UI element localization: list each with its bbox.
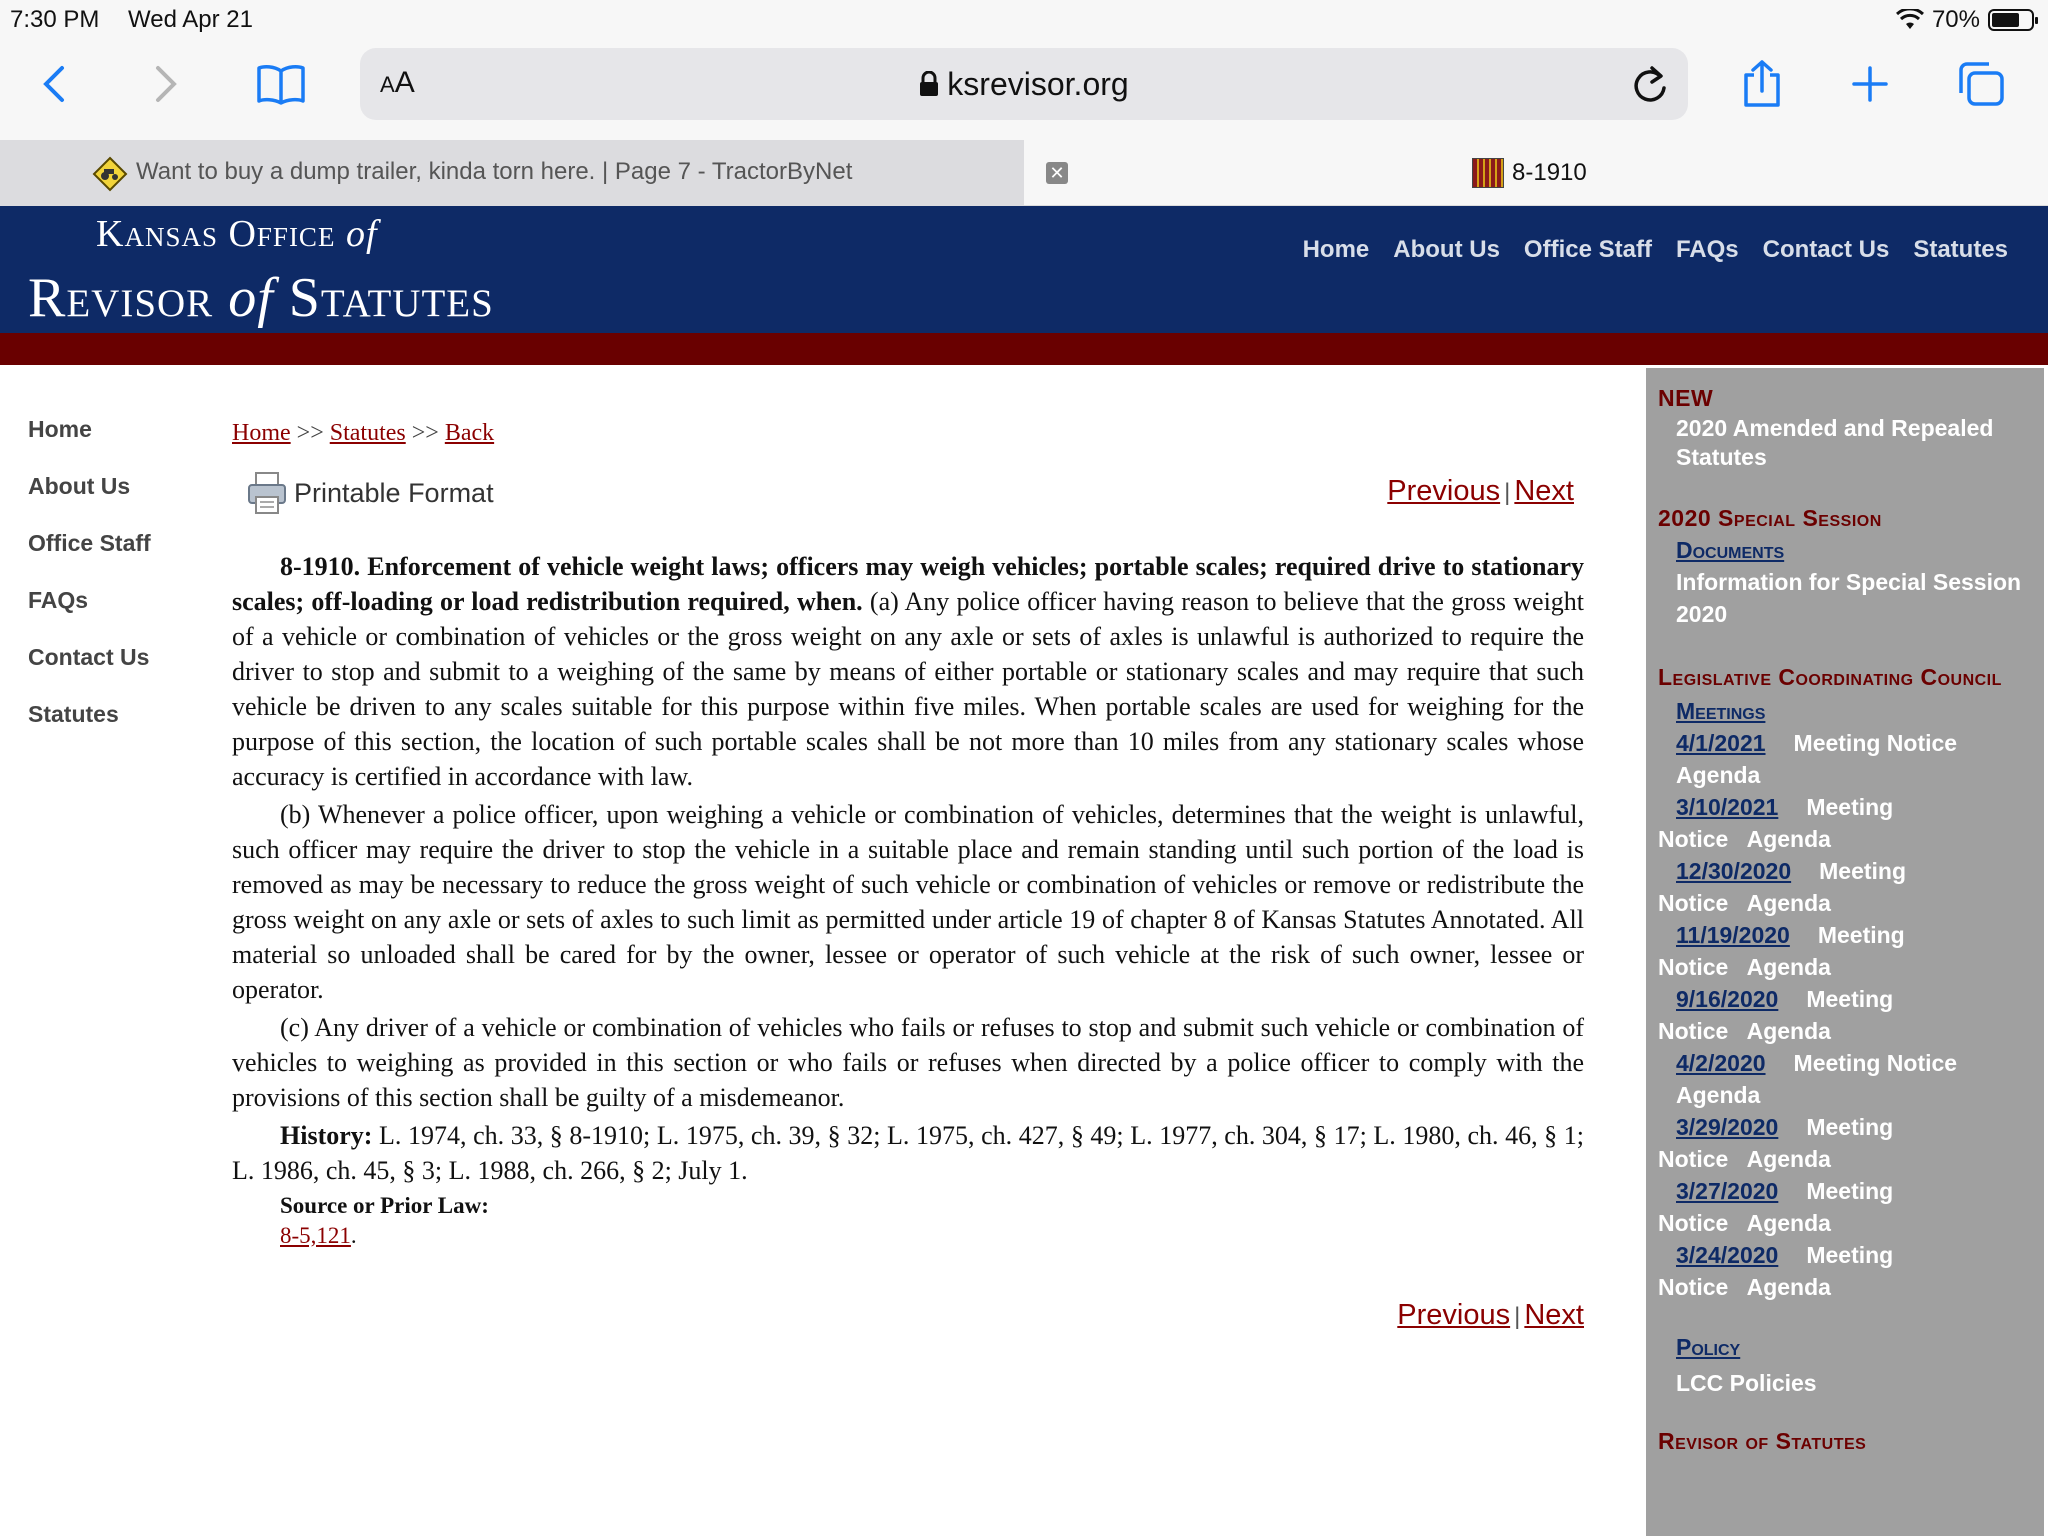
ksrevisor-favicon-icon	[1472, 158, 1504, 188]
tab-8-1910[interactable]	[1472, 158, 1587, 188]
meeting-agenda-link[interactable]: Notice Agenda	[1658, 1018, 1831, 1044]
source-link[interactable]: 8-5,121	[280, 1223, 351, 1248]
meeting-agenda-link[interactable]: Notice Agenda	[1658, 1146, 1831, 1172]
meeting-agenda-link[interactable]: Agenda	[1676, 1082, 1761, 1108]
meeting-date-link[interactable]: 3/27/2020	[1676, 1178, 1779, 1204]
source-label: Source or Prior Law:	[280, 1193, 489, 1218]
status-bar	[0, 0, 2048, 40]
meeting-agenda-link[interactable]: Notice Agenda	[1658, 826, 1831, 852]
meeting-date-link[interactable]: 3/29/2020	[1676, 1114, 1779, 1140]
meeting-date-link[interactable]: 3/10/2021	[1676, 794, 1779, 820]
site-title-line1[interactable]: Kansas Office of	[96, 213, 378, 255]
printer-icon	[246, 471, 288, 515]
special-session-info-link[interactable]: Information for Special Session 2020	[1676, 569, 2022, 627]
top-nav-home[interactable]: Home	[1302, 236, 1370, 263]
statute-paragraph-c: (c) Any driver of a vehicle or combination of vehicles who fails or refuses to stop and submit such vehicle or combination of vehicles to weighing as provided in this section or who fails or refuses when directed by a police officer to comply with the provisions of this section shall be guilty of a misdemeanor.	[232, 1013, 1584, 1112]
breadcrumb: Home >> Statutes >> Back	[232, 420, 495, 446]
pagination-top: Previous | Next	[1387, 475, 1574, 507]
source-prior-law: Source or Prior Law: 8-5,121.	[280, 1193, 489, 1248]
reload-button[interactable]	[1630, 62, 1670, 111]
meeting-agenda-link[interactable]: Notice Agenda	[1658, 1274, 1831, 1300]
meeting-notice-link[interactable]: Meeting	[1806, 1114, 1894, 1140]
battery-percent: 70%	[1931, 6, 1980, 33]
top-nav-statutes[interactable]: Statutes	[1913, 236, 2008, 263]
revisor-heading: Revisor of Statutes	[1658, 1428, 1867, 1454]
chevron-right-icon	[154, 64, 178, 104]
main-content	[232, 420, 1584, 1332]
left-nav	[28, 416, 151, 758]
meeting-notice-link[interactable]: Meeting	[1806, 986, 1894, 1012]
meeting-notice-link[interactable]: Meeting Notice	[1793, 1050, 1958, 1076]
meeting-item	[1658, 1239, 2032, 1303]
breadcrumb-back[interactable]: Back	[444, 420, 495, 446]
next-link[interactable]: Next	[1514, 475, 1574, 507]
tabs-overview-button[interactable]	[1956, 56, 2006, 112]
previous-link[interactable]: Previous	[1397, 1299, 1511, 1331]
policy-heading[interactable]: Policy	[1676, 1334, 1741, 1360]
top-nav	[1303, 236, 2008, 264]
tractor-favicon-icon	[92, 156, 128, 199]
documents-heading[interactable]: Documents	[1676, 537, 1785, 563]
meetings-list	[1658, 727, 2032, 1303]
share-icon	[1742, 59, 1782, 109]
statute-text	[232, 549, 1584, 1188]
status-date: Wed Apr 21	[128, 6, 253, 33]
wifi-icon	[1896, 9, 1924, 31]
meeting-item	[1658, 727, 2032, 791]
left-nav-about-us[interactable]: About Us	[28, 473, 131, 499]
top-nav-about-us[interactable]: About Us	[1393, 236, 1500, 263]
left-nav-faqs[interactable]: FAQs	[28, 587, 89, 613]
meeting-notice-link[interactable]: Meeting	[1806, 1242, 1894, 1268]
meeting-notice-link[interactable]: Meeting	[1819, 858, 1907, 884]
meeting-date-link[interactable]: 4/2/2020	[1676, 1050, 1766, 1076]
statute-history: History: L. 1974, ch. 33, § 8-1910; L. 1975, ch. 39, § 32; L. 1975, ch. 427, § 49; L. 1977, ch. 304, § 17; L. 1980, ch. 46, § 1; L. 1986, ch. 45, § 3; L. 1988, ch. 266, § 2; July 1.	[232, 1121, 1584, 1185]
meeting-date-link[interactable]: 11/19/2020	[1676, 922, 1790, 948]
bookmarks-button[interactable]	[254, 56, 308, 112]
tab-label: Want to buy a dump trailer, kinda torn here. | Page 7 - TractorByNet	[136, 158, 853, 185]
meetings-heading[interactable]: Meetings	[1676, 698, 1766, 724]
top-nav-contact-us[interactable]: Contact Us	[1762, 236, 1890, 263]
meeting-item	[1658, 791, 2032, 855]
reader-settings-button[interactable]: AA	[380, 66, 415, 99]
meeting-agenda-link[interactable]: Agenda	[1676, 762, 1761, 788]
lock-icon	[919, 71, 939, 97]
meeting-item	[1658, 1175, 2032, 1239]
meeting-agenda-link[interactable]: Notice Agenda	[1658, 890, 1831, 916]
lcc-heading: Legislative Coordinating Council	[1658, 664, 2002, 690]
battery-icon	[1988, 9, 2034, 31]
meeting-item	[1658, 1047, 2032, 1111]
meeting-item	[1658, 919, 2032, 983]
status-time: 7:30 PM	[10, 6, 100, 33]
left-nav-contact-us[interactable]: Contact Us	[28, 644, 150, 670]
statute-paragraph-a: 8-1910. Enforcement of vehicle weight laws; officers may weigh vehicles; portable scales; required drive to stationary scales; off-loading or load redistribution required, when. (a) Any police officer having reason to believe that the gross weight of a vehicle or combination of vehicles or the gross weight on any axle or sets of axles is unlawful is authorized to require the driver to stop and submit to a weighing of the same by means of either portable or stationary scales and may require that such vehicle be driven to any scales suitable for this purpose within five miles. When portable scales are used for weighing for the purpose of this section, the location of such portable scales shall be not more than 10 miles from any stationary scales whose accuracy is certified in accordance with law.	[232, 552, 1585, 791]
lcc-policies-link[interactable]: LCC Policies	[1676, 1370, 1817, 1396]
share-button[interactable]	[1740, 56, 1784, 112]
address-bar[interactable]	[360, 48, 1688, 120]
back-button[interactable]	[36, 56, 72, 112]
meeting-date-link[interactable]: 12/30/2020	[1676, 858, 1792, 884]
reload-icon	[1630, 62, 1670, 106]
meeting-item	[1658, 1111, 2032, 1175]
statute-paragraph-b: (b) Whenever a police officer, upon weighing a vehicle or combination of vehicles, determines that the weight is unlawful, such officer may require the driver to stop the vehicle in a suitable place and remain standing until such portion of the load is removed as may be necessary to reduce the gross weight of such vehicle or combination of vehicles or remove or redistribute the gross weight on any axle or sets of axles to such limit as permitted under article 19 of chapter 8 of Kansas Statutes Annotated. All material so unloaded shall be cared for by the owner, lessee or operator of such vehicle at the risk of such owner, lessee or operator.	[232, 800, 1584, 1004]
tab-label: 8-1910	[1512, 159, 1587, 186]
left-nav-home[interactable]: Home	[28, 416, 92, 442]
special-session-heading: 2020 Special Session	[1658, 505, 1882, 531]
previous-link[interactable]: Previous	[1387, 475, 1501, 507]
top-nav-faqs[interactable]: FAQs	[1675, 236, 1739, 263]
meeting-notice-link[interactable]: Meeting	[1817, 922, 1905, 948]
right-sidebar	[1646, 368, 2044, 1536]
forward-button[interactable]	[148, 56, 184, 112]
meeting-item	[1658, 983, 2032, 1047]
amended-statutes-link[interactable]: 2020 Amended and Repealed Statutes	[1676, 415, 1994, 470]
tab-bar	[0, 140, 2048, 206]
top-nav-office-staff[interactable]: Office Staff	[1523, 236, 1652, 263]
meeting-item	[1658, 855, 2032, 919]
site-title-line2[interactable]: Revisor of Statutes	[28, 267, 494, 329]
tab-tractorbynet[interactable]	[0, 140, 1024, 206]
meeting-notice-link[interactable]: Meeting Notice	[1793, 730, 1958, 756]
new-tab-button[interactable]	[1850, 56, 1890, 112]
meeting-notice-link[interactable]: Meeting	[1806, 794, 1894, 820]
close-tab-button[interactable]: ✕	[1046, 162, 1068, 184]
meeting-date-link[interactable]: 3/24/2020	[1676, 1242, 1779, 1268]
next-link[interactable]: Next	[1524, 1299, 1584, 1331]
meeting-agenda-link[interactable]: Notice Agenda	[1658, 1210, 1831, 1236]
plus-icon	[1852, 66, 1888, 102]
printable-format-link[interactable]	[246, 471, 494, 515]
breadcrumb-statutes[interactable]: Statutes	[329, 420, 406, 446]
url-text: ksrevisor.org	[947, 66, 1129, 102]
meeting-date-link[interactable]: 4/1/2021	[1676, 730, 1766, 756]
tabs-icon	[1957, 61, 2005, 107]
printable-format-label: Printable Format	[294, 477, 494, 508]
left-nav-office-staff[interactable]: Office Staff	[28, 530, 151, 556]
statute-heading: 8-1910. Enforcement of vehicle weight laws; officers may weigh vehicles; portable scales; required drive to stationary scales; off-loading or load redistribution required, when.	[232, 552, 1584, 616]
chevron-left-icon	[42, 64, 66, 104]
left-nav-statutes[interactable]: Statutes	[28, 701, 119, 727]
site-header	[0, 206, 2048, 333]
new-heading: NEW	[1658, 385, 1714, 411]
meeting-date-link[interactable]: 9/16/2020	[1676, 986, 1779, 1012]
book-icon	[256, 63, 306, 105]
header-divider	[0, 333, 2048, 365]
meeting-agenda-link[interactable]: Notice Agenda	[1658, 954, 1831, 980]
pagination-bottom: Previous | Next	[1397, 1299, 1584, 1331]
meeting-notice-link[interactable]: Meeting	[1806, 1178, 1894, 1204]
browser-toolbar	[0, 40, 2048, 140]
breadcrumb-home[interactable]: Home	[232, 420, 291, 446]
